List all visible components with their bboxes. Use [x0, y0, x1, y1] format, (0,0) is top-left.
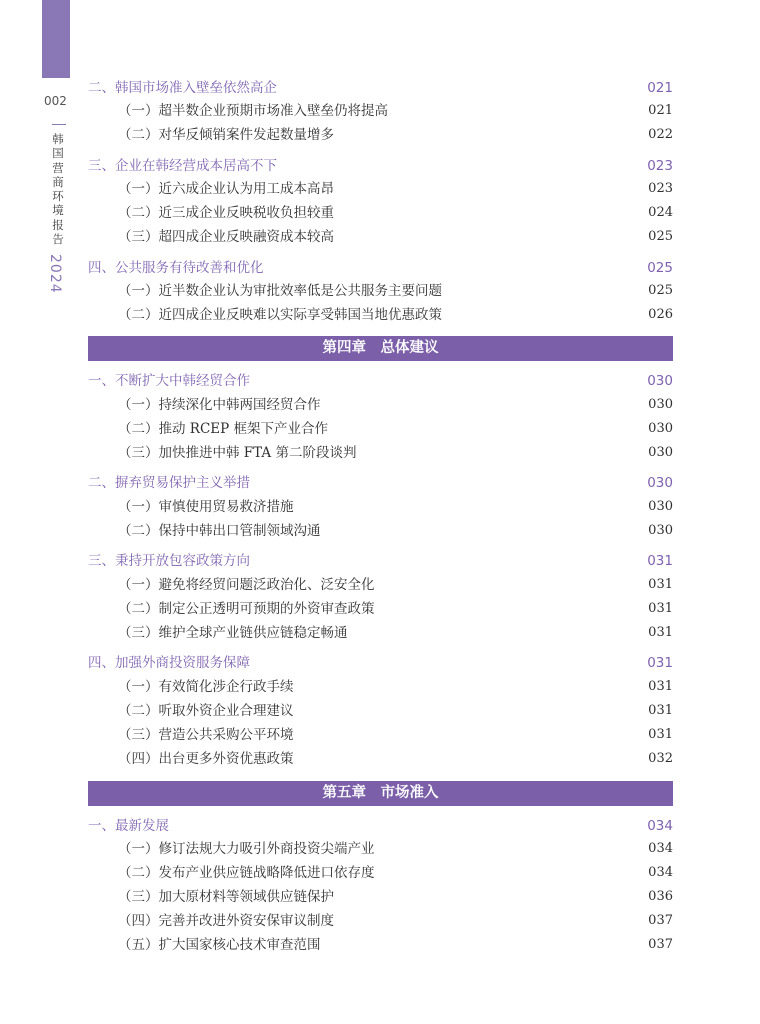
chapter-heading: 第五章 市场准入 — [88, 781, 673, 806]
entry-page-number: 023 — [647, 158, 673, 174]
entry-title: （二）推动 RCEP 框架下产业合作 — [118, 421, 329, 437]
side-color-tab — [42, 0, 70, 78]
entry-page-number: 030 — [647, 373, 673, 389]
entry-title: （五）扩大国家核心技术审查范围 — [118, 937, 321, 953]
book-year: 2024 — [47, 254, 63, 294]
entry-title: 二、韩国市场准入壁垒依然高企 — [88, 80, 277, 96]
toc-subsection-entry[interactable] — [88, 862, 673, 884]
toc-subsection-entry[interactable] — [88, 622, 673, 644]
toc-subsection-entry[interactable] — [88, 394, 673, 416]
entry-title: 四、加强外商投资服务保障 — [88, 655, 250, 671]
entry-title: （三）营造公共采购公平环境 — [118, 727, 294, 743]
entry-page-number: 030 — [648, 397, 673, 412]
toc-subsection-entry[interactable] — [88, 280, 673, 302]
entry-title: （四）完善并改进外资安保审议制度 — [118, 913, 334, 929]
entry-page-number: 031 — [648, 703, 673, 718]
toc-section-entry[interactable] — [88, 77, 673, 99]
entry-title: （二）制定公正透明可预期的外资审查政策 — [118, 601, 375, 617]
entry-page-number: 025 — [647, 260, 673, 276]
entry-page-number: 021 — [647, 80, 673, 96]
entry-title: （三）加大原材料等领域供应链保护 — [118, 889, 334, 905]
entry-title: （一）审慎使用贸易救济措施 — [118, 499, 294, 515]
toc-subsection-entry[interactable] — [88, 442, 673, 464]
toc-subsection-entry[interactable] — [88, 886, 673, 908]
entry-title: （二）听取外资企业合理建议 — [118, 703, 294, 719]
toc-subsection-entry[interactable] — [88, 124, 673, 146]
toc-subsection-entry[interactable] — [88, 178, 673, 200]
toc-section-entry[interactable] — [88, 815, 673, 837]
entry-title: 一、最新发展 — [88, 818, 169, 834]
toc-section-entry[interactable] — [88, 370, 673, 392]
entry-title: （一）近半数企业认为审批效率低是公共服务主要问题 — [118, 283, 442, 299]
entry-title: （三）加快推进中韩 FTA 第二阶段谈判 — [118, 445, 357, 461]
entry-title: （一）避免将经贸问题泛政治化、泛安全化 — [118, 577, 375, 593]
entry-page-number: 026 — [648, 307, 673, 322]
entry-page-number: 030 — [647, 475, 673, 491]
entry-title: 二、摒弃贸易保护主义举措 — [88, 475, 250, 491]
entry-title: 一、不断扩大中韩经贸合作 — [88, 373, 250, 389]
entry-title: （一）超半数企业预期市场准入壁垒仍将提高 — [118, 103, 388, 119]
entry-page-number: 024 — [648, 205, 673, 220]
toc-subsection-entry[interactable] — [88, 304, 673, 326]
entry-title: （一）有效简化涉企行政手续 — [118, 679, 294, 695]
entry-title: （二）近四成企业反映难以实际享受韩国当地优惠政策 — [118, 307, 442, 323]
entry-page-number: 031 — [647, 553, 673, 569]
entry-page-number: 023 — [648, 181, 673, 196]
entry-title: （一）修订法规大力吸引外商投资尖端产业 — [118, 841, 375, 857]
entry-page-number: 034 — [648, 865, 673, 880]
entry-page-number: 036 — [648, 889, 673, 904]
entry-page-number: 030 — [648, 445, 673, 460]
entry-page-number: 031 — [648, 727, 673, 742]
side-divider — [52, 124, 66, 125]
toc-subsection-entry[interactable] — [88, 838, 673, 860]
entry-page-number: 030 — [648, 499, 673, 514]
toc-section-entry[interactable] — [88, 472, 673, 494]
chapter-heading: 第四章 总体建议 — [88, 336, 673, 361]
entry-page-number: 021 — [648, 103, 673, 118]
entry-page-number: 025 — [648, 283, 673, 298]
toc-section-entry[interactable] — [88, 652, 673, 674]
entry-title: （二）近三成企业反映税收负担较重 — [118, 205, 334, 221]
entry-page-number: 031 — [647, 655, 673, 671]
toc-subsection-entry[interactable] — [88, 202, 673, 224]
entry-page-number: 025 — [648, 229, 673, 244]
toc-subsection-entry[interactable] — [88, 700, 673, 722]
entry-page-number: 031 — [648, 679, 673, 694]
toc-subsection-entry[interactable] — [88, 934, 673, 956]
entry-title: （三）维护全球产业链供应链稳定畅通 — [118, 625, 348, 641]
toc-subsection-entry[interactable] — [88, 520, 673, 542]
entry-page-number: 037 — [648, 937, 673, 952]
entry-title: 四、公共服务有待改善和优化 — [88, 260, 264, 276]
toc-subsection-entry[interactable] — [88, 598, 673, 620]
entry-title: （四）出台更多外资优惠政策 — [118, 751, 294, 767]
toc-subsection-entry[interactable] — [88, 748, 673, 770]
entry-title: （二）发布产业供应链战略降低进口依存度 — [118, 865, 375, 881]
entry-page-number: 032 — [648, 751, 673, 766]
entry-title: （一）持续深化中韩两国经贸合作 — [118, 397, 321, 413]
entry-page-number: 031 — [648, 625, 673, 640]
toc-subsection-entry[interactable] — [88, 100, 673, 122]
toc-section-entry[interactable] — [88, 257, 673, 279]
toc-subsection-entry[interactable] — [88, 910, 673, 932]
entry-title: （二）对华反倾销案件发起数量增多 — [118, 127, 334, 143]
entry-page-number: 037 — [648, 913, 673, 928]
toc-subsection-entry[interactable] — [88, 574, 673, 596]
entry-page-number: 031 — [648, 601, 673, 616]
entry-page-number: 022 — [648, 127, 673, 142]
entry-title: 三、企业在韩经营成本居高不下 — [88, 158, 277, 174]
toc-subsection-entry[interactable] — [88, 226, 673, 248]
toc-section-entry[interactable] — [88, 550, 673, 572]
entry-title: （二）保持中韩出口管制领域沟通 — [118, 523, 321, 539]
entry-page-number: 034 — [647, 818, 673, 834]
entry-page-number: 031 — [648, 577, 673, 592]
entry-page-number: 030 — [648, 421, 673, 436]
toc-subsection-entry[interactable] — [88, 676, 673, 698]
book-title: 韩国营商环境报告 — [52, 132, 64, 247]
toc-subsection-entry[interactable] — [88, 418, 673, 440]
entry-page-number: 034 — [648, 841, 673, 856]
toc-subsection-entry[interactable] — [88, 496, 673, 518]
entry-title: （一）近六成企业认为用工成本高昂 — [118, 181, 334, 197]
entry-page-number: 030 — [648, 523, 673, 538]
toc-subsection-entry[interactable] — [88, 724, 673, 746]
page-number: 002 — [44, 94, 67, 108]
entry-title: 三、秉持开放包容政策方向 — [88, 553, 250, 569]
toc-section-entry[interactable] — [88, 155, 673, 177]
entry-title: （三）超四成企业反映融资成本较高 — [118, 229, 334, 245]
